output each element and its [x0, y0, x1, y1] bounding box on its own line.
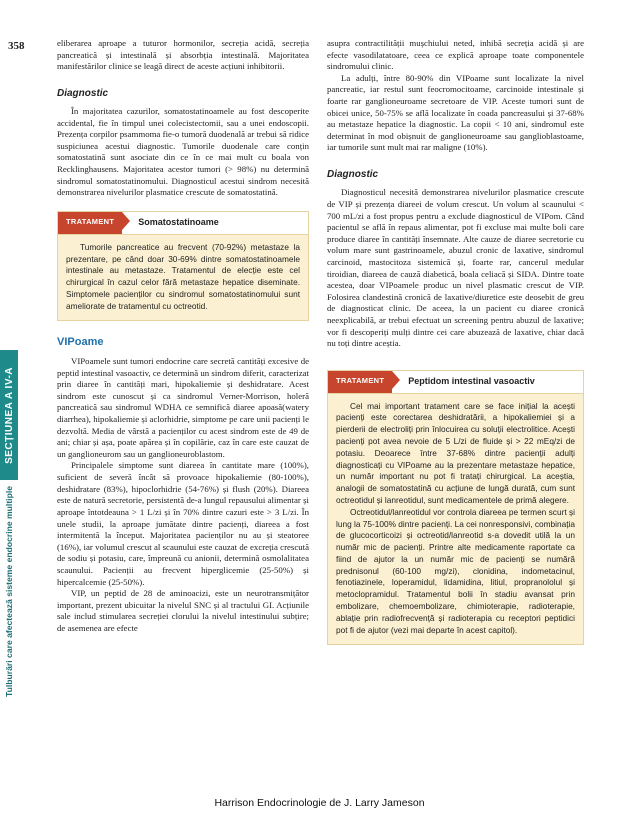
treatment-box-somatostatinoma — [57, 211, 309, 322]
section-subtitle-label: Tulburări care afectează sisteme endocrine multiple — [4, 486, 14, 697]
page-number: 358 — [8, 40, 25, 52]
vipoma-paragraph-3: VIP, un peptid de 28 de aminoacizi, este un neurotransmițător important, prezent ubicuitar la nivelul SNC și al tractului GI. Acțiunile sale includ stimularea secreției clorului la nivelul intestinului subțire; de asemenea are efecte — [57, 588, 309, 633]
section-subtitle — [0, 486, 18, 806]
treatment-box-header — [328, 371, 583, 394]
treatment-tag: TRATAMENT — [58, 212, 122, 234]
section-tab — [0, 350, 18, 480]
right-paragraph-2: La adulți, între 80-90% din VIPoame sunt localizate la nivel pancreatic, iar restul sunt feocromocitoame, carcinoide intestinale și foarte rar ganglioneuroame secretoare de VIP. Aceste tumori sunt de obicei unice, 50-75% se află localizate în coada pancreasului și 37-68% au metastaze hepatice la diagnostic. La copii < 10 ani, sindromul este determinat în mod obișnuit de ganglioneuroame sau ganglioblastoame, iar tumorile sunt mult mai rar maligne (10%). — [327, 72, 584, 153]
treatment-body — [66, 242, 300, 313]
diagnostic-paragraph-right: Diagnosticul necesită demonstrarea nivelurilor plasmatice crescute de VIP și prezența diareei de volum crescut. Un volum al scaunului < 700 mL/zi a fost propus pentru a exclude diagnosticul de VIPom. Când pacientul se află în repaus alimentar, pot fi excluse mai multe boli care produce diaree în cantități însemnate. Alte cauze de diaree secretorie cu volum mare sunt gastrinoamele, abuzul cronic de laxative, sindromul carcinoid, mastocitoza sistemică și, foarte rar, cancerul medular tiroidian, diareea de cauză diabetică, boala celiacă și SIDA. Dintre toate acestea, doar VIPoamele produc un nivel plasmatic crescut de VIP. Folosirea clandestină cronică de laxative/diuretice este deosebit de greu de diagnosticat clinic. De aceea, la un pacient cu diaree cronică neexplicabilă, ar trebui efectuat un screening pentru abuzul de laxative; vor fi descoperiți mulți dintre cei care abuzează de laxative, chiar dacă nu toți dintre aceștia. — [327, 187, 584, 349]
treatment-title: Somatostatinoame — [138, 216, 219, 227]
treatment-box-vip — [327, 370, 584, 646]
footer-credit: Harrison Endocrinologie de J. Larry Jameson — [214, 797, 425, 809]
vipoma-paragraph-2: Principalele simptome sunt diareea în cantitate mare (100%), suficient de severă încât să provoace hipokaliemie (80-100%), deshidratare (83%), hipoclorhidrie (54-76%) și flush (20%). Diareea este de natură secretorie, persistentă de-a lungul repausului alimentar și aproape întotdeauna > 1 L/zi și în 70% dintre cazuri este > 3 L/zi. În unele studii, la aproape jumătate dintre pacienți, diareea a fost intermitentă la început. Majoritatea pacienților nu au și steatoree (16%), iar volumul crescut al scaunului este cauzat de excreția crescută de sodiu și potasiu, care, împreună cu anionii, determină osmolalitatea scaunului. Pacienții au frecvent hiperglicemie (25-50%) și hipercalcemie (25-50%). — [57, 460, 309, 587]
left-column — [57, 38, 309, 635]
right-column — [327, 38, 584, 657]
treatment-paragraph-1: Cel mai important tratament care se face inițial la acești pacienți este corectarea deshidratării, a hipokaliemiei și a pierderii de electroliți prin înlocuirea cu soluții electrolitice. Acești pacienți pot avea nevoie de 5 L/zi de fluide și > 22 mEq/zi de potasiu. Deoarece între 37-68% dintre pacienții adulți diagnosticați cu VIPoame au la prezentare metastaze hepatice, un număr important nu pot fi tratați chirurgical. La aceștia, analogii de somatostatină cu acțiune de lungă durată, cum sunt octreotidul și lanreotidul, sunt medicamentele de primă alegere. — [336, 400, 575, 505]
diagnostic-heading-right: Diagnostic — [327, 169, 379, 181]
section-tab-label: SECȚIUNEA A IV-A — [3, 366, 15, 464]
intro-paragraph: eliberarea aproape a tuturor hormonilor, secreția acidă, secreția pancreatică și intestinală și absorbția intestinală. Majoritatea manifestărilor clinice se leagă direct de aceste acțiuni inhibitorii. — [57, 38, 309, 72]
treatment-title: Peptidom intestinal vasoactiv — [408, 375, 535, 386]
treatment-paragraph: Tumorile pancreatice au frecvent (70-92%) metastaze la prezentare, pe când doar 30-69% dintre somatostatinoamele intestinale au metastaze. Tratamentul de elecție este cel chirurgical în cazul celor fără metastaze hepatice diseminate. Simptomele pacienților cu sindromul somatostatinomului sunt ameliorate de tratamentul cu octreotid. — [66, 241, 300, 311]
vipoma-paragraph-1: VIPoamele sunt tumori endocrine care secretă cantități excesive de peptid intestinal vasoactiv, ce determină un sindrom diferit, caracterizat prin diaree în cantități mari, hipokaliemie și deshidratare. Acest sindrom este cunoscut și ca sindromul Verner-Morrison, holeră pancreatică sau sindromul WDHA ce semnifică diaree apoasă(watery diarrhea), hipokaliemie și aclorhidrie, simptome pe care unii pacienți le dezvoltă. Media de vârstă a pacienților cu acest sindrom este de 49 de ani; chiar și așa, poate apărea și în copilărie, caz în care este cauzat de un ganglioneurom sau un ganglioneuroblastom. — [57, 355, 309, 459]
diagnostic-heading-left: Diagnostic — [57, 87, 109, 99]
vipoma-heading: VIPoame — [57, 336, 104, 349]
treatment-box-header — [58, 212, 308, 235]
right-paragraph-1: asupra contractilității mușchiului neted, inhibă secreția acidă și are efecte vasodilatatoare, ceea ce explică aproape toate componentele sindromului clinic. — [327, 38, 584, 72]
diagnostic-paragraph-left: În majoritatea cazurilor, somatostatinoamele au fost descoperite accidental, fie în timpul unei colecistectomii, sau a unei endoscopii. Prezența corpilor psammoma fie-o tumoră duodenală ar trebui să ridice suspiciunea acestui diagnostic. Tumorile duodenale care conțin somatostatină sunt asociate din ce în ce mai mult cu boala von Recklinghausens. Majoritatea acestor tumori (> 98%) nu determină sindromul somatostatinomului. Diagnosticul acestui sindrom necesită demonstrarea nivelurilor plasmatice crescute de somatostatină. — [57, 106, 309, 198]
treatment-tag: TRATAMENT — [328, 371, 392, 393]
treatment-body — [336, 401, 575, 637]
treatment-paragraph-2: Octreotidul/lanreotidul vor controla diareea pe termen scurt și lung la 75-100% dintre pacienți. La cei nonresponsivi, combinația de glucocorticoizi și octreotid/lanreotid s-a dovedit utilă la un număr mic de pacienți. Printre alte medicamente raportate ca fiind de ajutor la un număr mic de pacienți se numără prednisonul (60-100 mg/zi), clonidina, indometacinul, fenotiazinele, loperamidul, lidamidina, litiul, propranololul și metoclopramidul. Tratamentul bolii în stadiu avansat prin embolizare, chemoembolizare, chimioterapie, radioterapie, ablație prin radiofrecvență și radioterapia cu receptori peptidici pot fi de ajutor (vezi mai departe în acest capitol). — [336, 506, 575, 635]
